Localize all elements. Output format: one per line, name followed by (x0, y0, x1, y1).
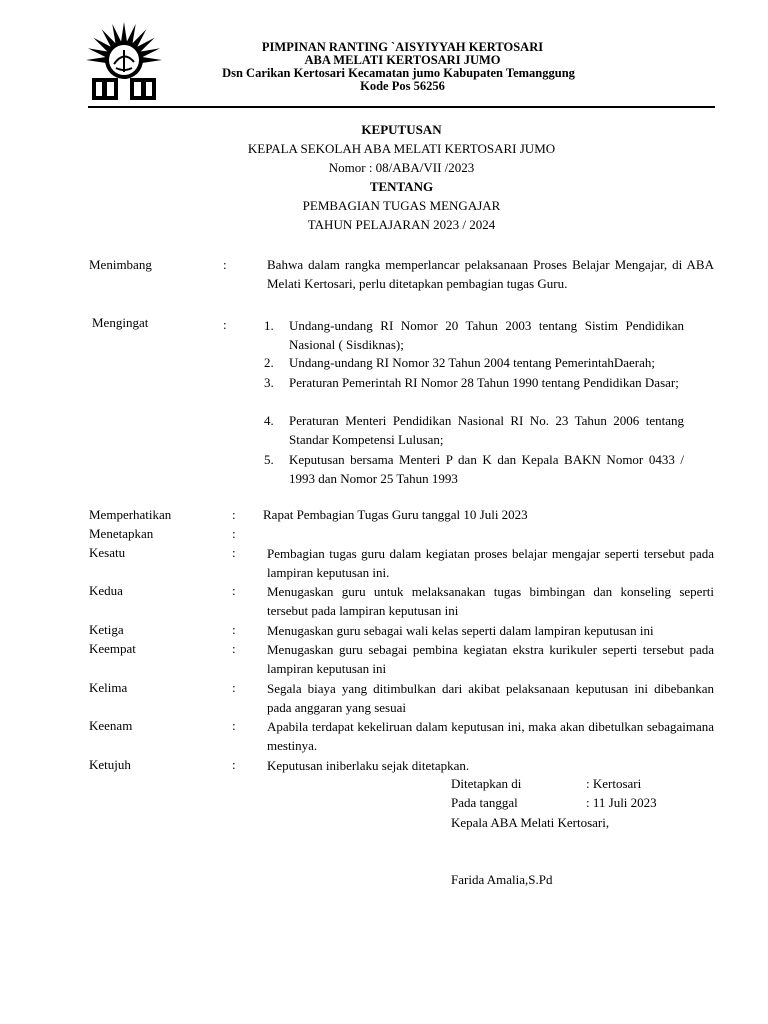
signature-position: Kepala ABA Melati Kertosari, (451, 815, 610, 830)
decision-text: Keputusan iniberlaku sejak ditetapkan. (267, 758, 470, 773)
org-name: PIMPINAN RANTING `AISYIYYAH KERTOSARI (261, 40, 544, 54)
signature-place-value: : Kertosari (586, 776, 642, 791)
document-heading: KEPUTUSAN (361, 122, 442, 137)
decision-colon: : (232, 641, 236, 656)
postal-code: Kode Pos 56256 (360, 79, 445, 93)
decision-label: Kelima (89, 680, 128, 695)
aisyiyah-logo (80, 20, 168, 102)
mengingat-item: Peraturan Pemerintah RI Nomor 28 Tahun 1990 tentang Pendidikan Dasar; (289, 375, 679, 390)
document-subject: PEMBAGIAN TUGAS MENGAJAR (302, 198, 501, 213)
decision-text: Segala biaya yang ditimbulkan dari akibat pelaksanaan keputusan ini dibebankan pada anggaran yang sesuai (267, 681, 714, 715)
menimbang-colon: : (223, 257, 227, 272)
mengingat-item-number: 5. (264, 452, 274, 467)
decision-label: Ketiga (89, 622, 124, 637)
document-year: TAHUN PELAJARAN 2023 / 2024 (307, 217, 496, 232)
mengingat-item-number: 4. (264, 413, 274, 428)
document-about: TENTANG (369, 179, 434, 194)
decision-colon: : (232, 583, 236, 598)
decision-text: Menugaskan guru untuk melaksanakan tugas bimbingan dan konseling seperti tersebut pada lampiran keputusan ini (267, 584, 714, 618)
mengingat-item-number: 2. (264, 355, 274, 370)
decision-colon: : (232, 680, 236, 695)
decision-colon: : (232, 545, 236, 560)
decision-text: Menugaskan guru sebagai wali kelas seperti dalam lampiran keputusan ini (267, 623, 654, 638)
decision-label: Keenam (89, 718, 133, 733)
decision-colon: : (232, 622, 236, 637)
signatory-name: Farida Amalia,S.Pd (451, 872, 553, 887)
decision-colon: : (232, 718, 236, 733)
menetapkan-colon: : (232, 526, 236, 541)
decision-label: Ketujuh (89, 757, 131, 772)
decision-label: Kedua (89, 583, 123, 598)
mengingat-label: Mengingat (92, 315, 149, 330)
decision-text: Pembagian tugas guru dalam kegiatan proses belajar mengajar seperti tersebut pada lampiran keputusan ini. (267, 546, 714, 580)
mengingat-item: Peraturan Menteri Pendidikan Nasional RI No. 23 Tahun 2006 tentang Standar Kompetensi Lulusan; (289, 413, 684, 447)
document-number: Nomor : 08/ABA/VII /2023 (328, 160, 475, 175)
decision-label: Keempat (89, 641, 136, 656)
signature-date-value: : 11 Juli 2023 (586, 795, 657, 810)
document-issuer: KEPALA SEKOLAH ABA MELATI KERTOSARI JUMO (247, 141, 556, 156)
signature-date-label: Pada tanggal (451, 795, 518, 810)
memperhatikan-text: Rapat Pembagian Tugas Guru tanggal 10 Juli 2023 (263, 507, 528, 522)
school-address: Dsn Carikan Kertosari Kecamatan jumo Kabupaten Temanggung (222, 66, 575, 80)
decision-label: Kesatu (89, 545, 126, 560)
memperhatikan-label: Memperhatikan (89, 507, 172, 522)
signature-place-label: Ditetapkan di (451, 776, 522, 791)
memperhatikan-colon: : (232, 507, 236, 522)
decision-text: Apabila terdapat kekeliruan dalam keputusan ini, maka akan dibetulkan sebagaimana mestinya. (267, 719, 714, 753)
letterhead-divider (88, 106, 715, 108)
menimbang-text: Bahwa dalam rangka memperlancar pelaksanaan Proses Belajar Mengajar, di ABA Melati Kertosari, perlu ditetapkan pembagian tugas Guru. (267, 257, 714, 291)
mengingat-item-number: 3. (264, 375, 274, 390)
mengingat-item: Undang-undang RI Nomor 20 Tahun 2003 tentang Sistim Pendidikan Nasional ( Sisdiknas); (289, 318, 684, 352)
mengingat-item: Keputusan bersama Menteri P dan K dan Kepala BAKN Nomor 0433 / 1993 dan Nomor 25 Tahun 1993 (289, 452, 684, 486)
decision-colon: : (232, 757, 236, 772)
menimbang-label: Menimbang (89, 257, 152, 272)
decision-text: Menugaskan guru sebagai pembina kegiatan ekstra kurikuler seperti tersebut pada lampiran keputusan ini (267, 642, 714, 676)
school-name: ABA MELATI KERTOSARI JUMO (304, 53, 501, 67)
mengingat-item-number: 1. (264, 318, 274, 333)
mengingat-item: Undang-undang RI Nomor 32 Tahun 2004 tentang PemerintahDaerah; (289, 355, 656, 370)
mengingat-colon: : (223, 317, 227, 332)
menetapkan-label: Menetapkan (89, 526, 154, 541)
